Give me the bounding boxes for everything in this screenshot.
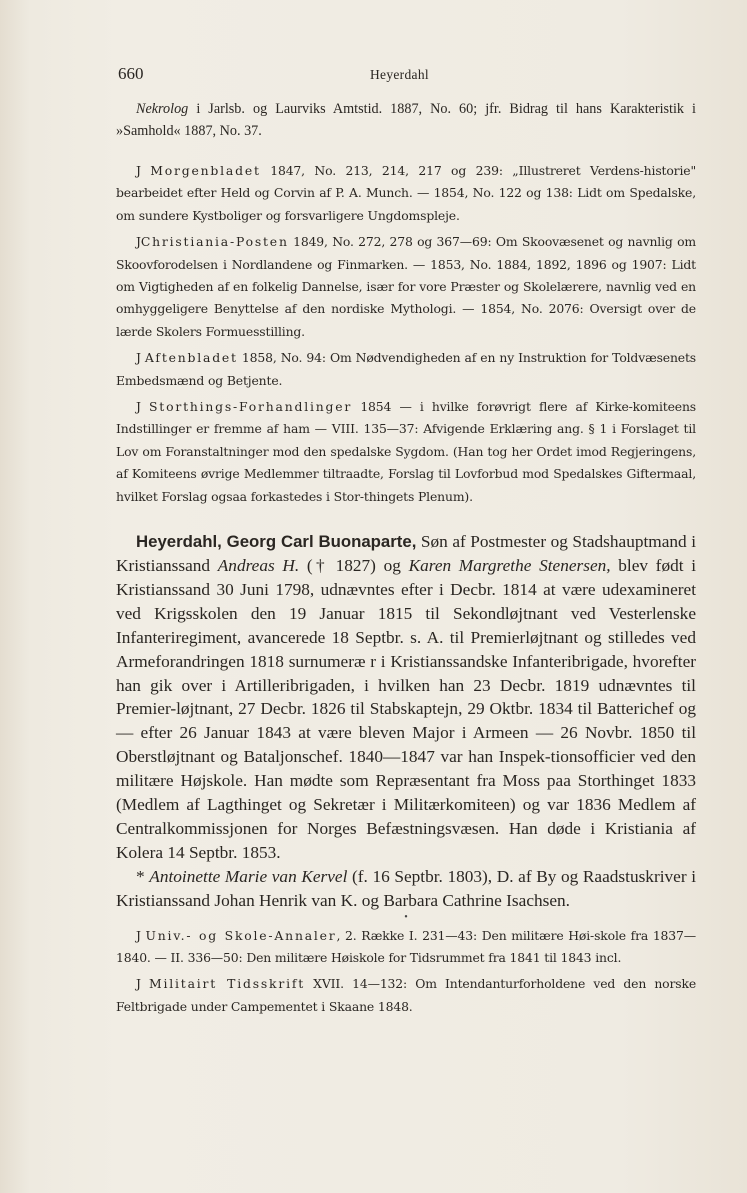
ref-text: 1858, No. 94: Om Nødvendigheden af en ny Instruktion for Toldvæsenets Embedsmænd og Betjente. — [116, 350, 697, 388]
bio-text-b: († 1827) og — [299, 556, 409, 575]
ref-source-label: Christiania-Posten — [140, 234, 289, 250]
ref-prefix: J — [136, 234, 141, 250]
ref-text: 1849, No. 272, 278 og 367—69: Om Skoovæsenet og navnlig om Skoovforodelsen i Nordlandene og Finmarken. — 1853, No. 1884, 1892, 1896 og 1907: Lidt om Vigtigheden af en folkelig Dannelse, især for vore Præster og Skolelærere, navnlig ved en omhyggeligere Benyttelse af den nordiske Mythologi. — 1854, No. 2076: Oversigt over de lærde Skolers Formuesstilling. — [116, 234, 696, 339]
ref-source-label: Storthings-Forhandlinger — [149, 399, 353, 415]
reference-entry — [116, 973, 696, 1018]
ref-prefix: J — [136, 399, 150, 415]
bio-father: Andreas H. — [217, 556, 300, 575]
ref-source-label: Militairt Tidsskrift — [149, 976, 305, 992]
page-number: 660 — [118, 64, 144, 83]
spouse-name: Antoinette Marie van Kervel — [149, 866, 348, 886]
ref-prefix: J — [136, 976, 150, 992]
bio-text-c: blev født i Kristianssand 30 Juni 1798, udnævntes efter i Decbr. 1814 at være udexamineret ved Krigsskolen den 19 Januar 1815 til Sekondløjtnant ved Vesterlenske Infanteriregiment, avancerede 18 Septbr. s. A. til Premierløjtnant og stilledes ved Armeforandringen 1818 surnumeræ r i Kristianssandske Infanteribrigade, hvorefter han gik over i Artilleribrigaden, i hvilken han 23 Decbr. 1819 udnævntes til Premier-løjtnant, 27 Decbr. 1826 til Stabskaptejn, 29 Oktbr. 1834 til Batterichef og — efter 26 Januar 1843 at være bleven Major i Armeen — 26 Novbr. 1850 til Oberstløjtnant og Bataljonschef. 1840—1847 var han Inspek-tionsofficier ved den militære Højskole. Han mødte som Repræsentant fra Moss paa Storthinget 1833 (Medlem af Lagthinget og Sekretær i Militærkomiteen) og var 1836 Medlem af Centralkommissjonen for Norges Befæstningsvæsen. Han døde i Kristiania af Kolera 14 Septbr. 1853. — [116, 556, 696, 862]
bio-text-a: Søn af Postmester og Stadshauptmand i Kristianssand — [116, 532, 696, 575]
separator-dot: • — [404, 911, 408, 923]
obituary-paragraph — [116, 98, 696, 142]
biography-paragraph — [116, 530, 696, 865]
running-head: Heyerdahl — [370, 67, 429, 82]
spouse-star: * — [136, 866, 150, 886]
obituary-text: i Jarlsb. og Laurviks Amtstid. 1887, No. 60; jfr. Bidrag til hans Karakteristik i »Samhold« 1887, No. 37. — [116, 101, 696, 139]
ref-text: 1854 — i hvilke forøvrigt flere af Kirke-komiteens Indstillinger er fremme af ham — VIII. 135—37: Afvigende Erklæring ang. § 1 i Forslaget til Lov om Foranstaltninger mod den spedalske Sygdom. (Han tog her Ordet imod Regjeringens, af Komiteens øvrige Medlemmer tiltraadte, Forslag til Lovforbud mod Spedalskes Giftermaal, hvilket Forslag ogsaa forkastedes i Stor-thingets Plenum). — [116, 399, 696, 504]
ref-source-label: Aftenbladet — [144, 350, 238, 366]
reference-entry — [116, 347, 696, 392]
ref-prefix: J — [136, 927, 146, 943]
reference-entry — [116, 396, 696, 508]
page-body — [116, 98, 696, 1022]
bio-mother: Karen Margrethe Stenersen, — [408, 556, 611, 575]
ref-prefix: J — [136, 350, 145, 366]
ref-source-label: Univ.- og Skole-Annaler — [145, 927, 337, 943]
ref-prefix: J — [136, 163, 151, 178]
reference-entry — [116, 925, 696, 970]
ref-text: 1847, No. 213, 214, 217 og 239: „Illustreret Verdens-historie" bearbeidet efter Held og Corvin af P. A. Munch. — 1854, No. 122 og 138: Lidt om Spedalske, om sundere Kystboliger og forsvarligere Ungdomspleje. — [116, 163, 696, 223]
spouse-text: (f. 16 Septbr. 1803), D. af By og Raadstuskriver i Kristianssand Johan Henrik van K. og Barbara Cathrine Isachsen. — [116, 866, 696, 910]
ref-text: , 2. Række I. 231—43: Den militære Høi-skole fra 1837—1840. — II. 336—50: Den militære Høiskole for Tidsrummet fra 1841 til 1843 incl. — [116, 927, 696, 965]
ref-text: XVII. 14—132: Om Intendanturforholdene ved den norske Feltbrigade under Campementet i Skaane 1848. — [116, 976, 696, 1014]
reference-entry — [116, 231, 696, 343]
ref-source-label: Morgenbladet — [150, 163, 261, 178]
nekrolog-label: Nekrolog — [136, 101, 189, 117]
spouse-paragraph — [116, 865, 696, 913]
biography-name: Heyerdahl, Georg Carl Buonaparte, — [136, 532, 417, 552]
reference-entry — [116, 160, 696, 227]
